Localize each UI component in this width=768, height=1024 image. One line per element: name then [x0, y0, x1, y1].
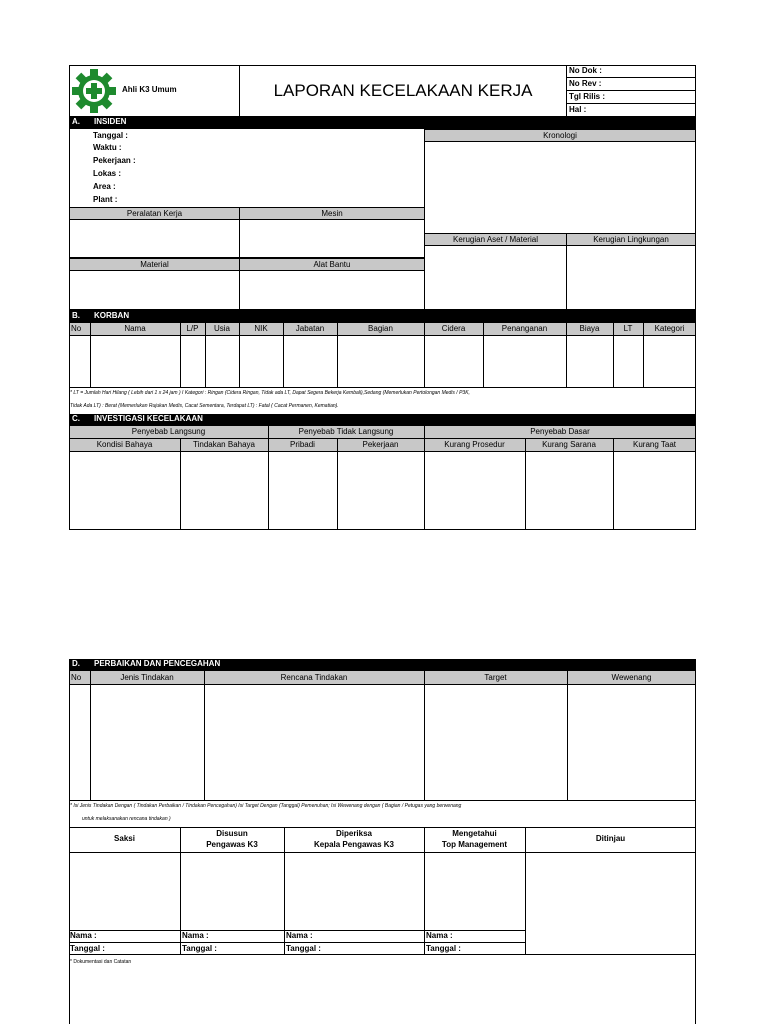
col-pribadi: Pribadi	[290, 440, 315, 449]
sig-ditinjau-header: Ditinjau	[595, 834, 626, 843]
sig-diperiksa-tanggal: Tanggal :	[286, 944, 321, 953]
section-d-header	[69, 659, 696, 670]
section-a-header	[69, 117, 696, 128]
section-b-code: B.	[72, 311, 80, 320]
kerugian-aset-header: Kerugian Aset / Material	[424, 233, 567, 246]
sig-mengetahui-header	[424, 829, 525, 849]
doc-no-field: No Dok :	[569, 66, 602, 75]
section-c-header	[69, 414, 696, 425]
sig-saksi-header: Saksi	[114, 834, 135, 843]
section-b-title: KORBAN	[94, 311, 130, 320]
col-kurang-prosedur: Kurang Prosedur	[444, 440, 505, 449]
kerugian-lingkungan-header: Kerugian Lingkungan	[566, 233, 696, 246]
d-col-no: No	[71, 673, 82, 682]
d-col-jenis-tindakan: Jenis Tindakan	[120, 673, 174, 682]
col-lt: LT	[623, 324, 633, 333]
col-penanganan: Penanganan	[501, 324, 548, 333]
group-penyebab-tidak-langsung: Penyebab Tidak Langsung	[298, 427, 394, 436]
doc-release-date-field: Tgl Rilis :	[569, 92, 605, 101]
sig-disusun-nama: Nama :	[182, 931, 209, 940]
section-d-code: D.	[72, 659, 80, 668]
sig-mengetahui-line1: Mengetahui	[452, 829, 497, 838]
col-nama: Nama	[124, 324, 146, 333]
doc-rev-field: No Rev :	[569, 79, 602, 88]
d-col-rencana-tindakan: Rencana Tindakan	[280, 673, 348, 682]
sig-mengetahui-line2: Top Management	[441, 840, 508, 849]
sig-saksi-tanggal: Tanggal :	[70, 944, 105, 953]
field-plant: Plant :	[93, 195, 118, 204]
section-b-header	[69, 310, 696, 322]
section-a-code: A.	[72, 117, 80, 126]
col-kategori: Kategori	[654, 324, 685, 333]
col-cidera: Cidera	[441, 324, 466, 333]
company-logo	[71, 68, 117, 114]
col-bagian: Bagian	[368, 324, 393, 333]
col-kurang-sarana: Kurang Sarana	[542, 440, 596, 449]
col-tindakan-bahaya: Tindakan Bahaya	[193, 440, 255, 449]
col-no: No	[71, 324, 82, 333]
section-c-code: C.	[72, 414, 80, 423]
group-penyebab-dasar: Penyebab Dasar	[530, 427, 590, 436]
peralatan-kerja-header: Peralatan Kerja	[69, 207, 240, 220]
sig-disusun-line1: Disusun	[216, 829, 248, 838]
page-title: LAPORAN KECELAKAAN KERJA	[273, 81, 533, 100]
sig-saksi-nama: Nama :	[70, 931, 97, 940]
section-a-title: INSIDEN	[94, 117, 127, 126]
sig-diperiksa-line2: Kepala Pengawas K3	[313, 840, 395, 849]
perbaikan-note-1: * Isi Jenis Tindakan Dengan ( Tindakan Perbaikan / Tindakan Pencegahan) Isi Target Dengan (Tanggal) Pemenuhan; Isi Wewenang dengan ( Bagian / Petugas yang berwenang	[70, 803, 462, 809]
sig-diperiksa-header	[284, 829, 424, 849]
kronologi-header: Kronologi	[424, 129, 696, 142]
sig-disusun-line2: Pengawas K3	[206, 840, 258, 849]
field-tanggal: Tanggal :	[93, 131, 128, 140]
d-col-wewenang: Wewenang	[611, 673, 652, 682]
sig-mengetahui-nama: Nama :	[426, 931, 453, 940]
col-nik: NIK	[254, 324, 268, 333]
safety-gear-icon	[71, 68, 117, 114]
perbaikan-note-2: untuk melaksanakan rencana tindakan )	[82, 816, 171, 822]
sig-diperiksa-line1: Diperiksa	[335, 829, 373, 838]
sig-disusun-tanggal: Tanggal :	[182, 944, 217, 953]
col-pekerjaan: Pekerjaan	[362, 440, 399, 449]
field-waktu: Waktu :	[93, 143, 122, 152]
doc-page-field: Hal :	[569, 105, 587, 114]
sig-diperiksa-nama: Nama :	[286, 931, 313, 940]
dokumentasi-frame	[69, 955, 696, 1024]
col-lp: L/P	[186, 324, 199, 333]
field-area: Area :	[93, 182, 116, 191]
col-biaya: Biaya	[579, 324, 600, 333]
mesin-header: Mesin	[239, 207, 425, 220]
sig-disusun-header	[180, 829, 284, 849]
perbaikan-table	[69, 670, 696, 801]
dokumentasi-note: * Dokumentasi dan Catatan	[70, 959, 132, 965]
org-name: Ahli K3 Umum	[122, 85, 177, 94]
col-kondisi-bahaya: Kondisi Bahaya	[96, 440, 153, 449]
field-pekerjaan: Pekerjaan :	[93, 156, 136, 165]
col-jabatan: Jabatan	[295, 324, 325, 333]
group-penyebab-langsung: Penyebab Langsung	[131, 427, 206, 436]
sig-mengetahui-tanggal: Tanggal :	[426, 944, 461, 953]
section-c-title: INVESTIGASI KECELAKAAN	[94, 414, 203, 423]
material-header: Material	[69, 258, 240, 271]
alat-bantu-header: Alat Bantu	[239, 258, 425, 271]
col-kurang-taat: Kurang Taat	[633, 440, 676, 449]
field-lokasi: Lokas :	[93, 169, 122, 178]
korban-note-1: * LT = Jumlah Hari Hilang ( Lebih dari 1 x 24 jam ) I Kategori : Ringan (Cidera Ringan, Tidak ada LT, Dapat Segera Bekerja Kembali),Sedang (Memerlukan Pertolongan Medis / P3K,	[70, 390, 470, 396]
section-d-title: PERBAIKAN DAN PENCEGAHAN	[94, 659, 221, 668]
d-col-target: Target	[484, 673, 507, 682]
col-usia: Usia	[213, 324, 230, 333]
korban-note-2: Tidak Ada LT) : Berat (Memerlukan Rujukan Medis, Cacat Sementara, Terdapat LT) : Fatal ( Cacat Permanen, Kematian).	[70, 403, 339, 409]
